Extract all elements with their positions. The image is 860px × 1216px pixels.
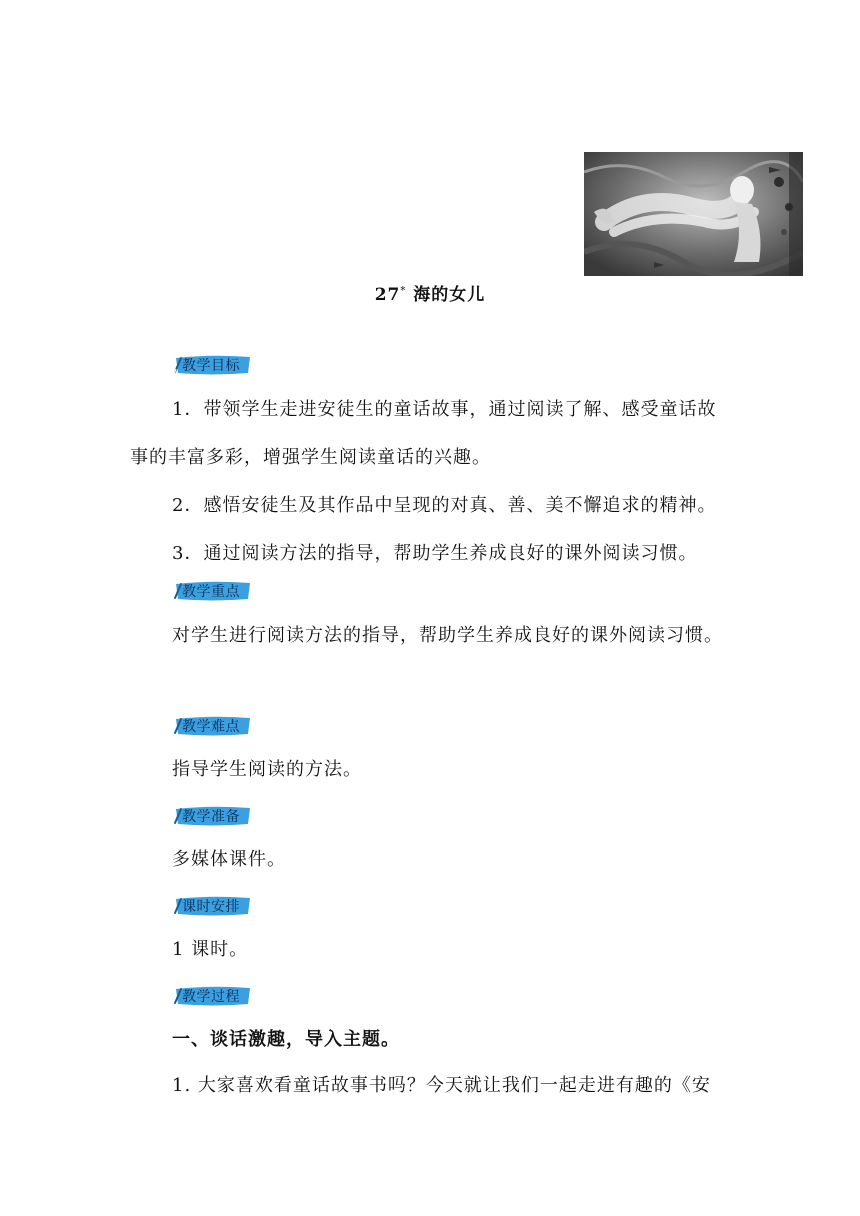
preparation-text: 多媒体课件。 <box>172 849 286 870</box>
section-label: 教学重点 <box>182 584 240 600</box>
section-badge-key-points <box>172 580 252 602</box>
goal-item-2: 2．感悟安徒生及其作品中呈现的对真、善、美不懈追求的精神。 <box>172 495 717 516</box>
optional-lesson-mark: * <box>400 285 407 297</box>
process-heading: 一、谈话激趣，导入主题。 <box>172 1029 400 1050</box>
goal-item-3: 3．通过阅读方法的指导，帮助学生养成良好的课外阅读习惯。 <box>172 543 698 564</box>
section-label: 课时安排 <box>182 899 240 915</box>
schedule-text: 1 课时。 <box>172 939 249 960</box>
mermaid-illustration <box>584 152 803 276</box>
key-points-text: 对学生进行阅读方法的指导，帮助学生养成良好的课外阅读习惯。 <box>172 625 723 646</box>
section-badge-schedule <box>172 895 252 917</box>
lesson-number: 27 <box>374 285 401 305</box>
section-badge-preparation <box>172 805 252 827</box>
lesson-title <box>0 280 860 305</box>
section-label: 教学目标 <box>182 358 240 374</box>
section-badge-process <box>172 985 252 1007</box>
lesson-name: 海的女儿 <box>413 285 486 305</box>
difficulties-text: 指导学生阅读的方法。 <box>172 759 362 780</box>
section-badge-goals <box>172 354 252 376</box>
section-label: 教学难点 <box>182 719 240 735</box>
process-text: 1. 大家喜欢看童话故事书吗？今天就让我们一起走进有趣的《安 <box>172 1075 711 1096</box>
section-label: 教学准备 <box>182 809 240 825</box>
section-badge-difficulties <box>172 715 252 737</box>
section-label: 教学过程 <box>182 989 240 1005</box>
goal-item-1: 1．带领学生走进安徒生的童话故事，通过阅读了解、感受童话故事的丰富多彩，增强学生阅读童话的兴趣。 <box>130 399 717 468</box>
